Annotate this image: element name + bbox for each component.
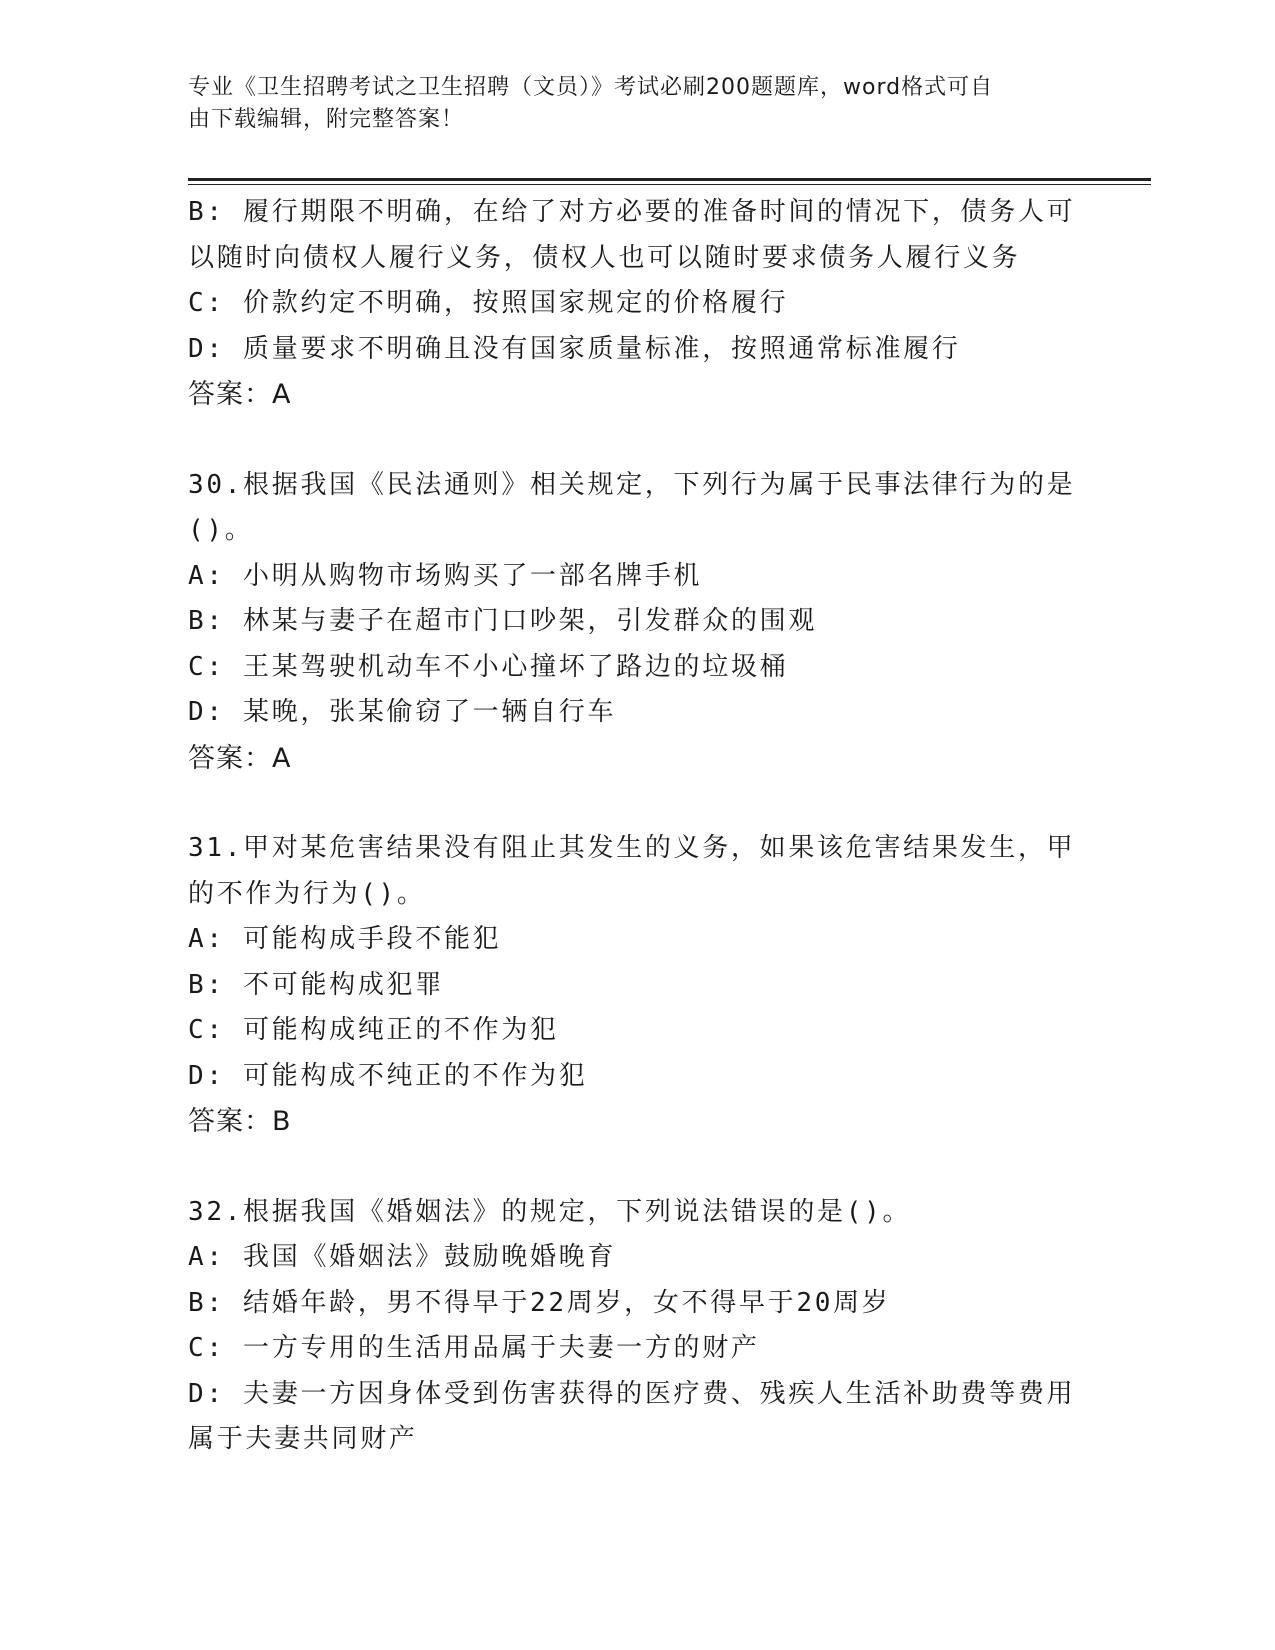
option-b-line-1: B: 履行期限不明确，在给了对方必要的准备时间的情况下，债务人可 — [188, 197, 1076, 227]
option-a: A: 我国《婚姻法》鼓励晚婚晚育 — [188, 1242, 617, 1272]
question-block-32 — [188, 1190, 1088, 1463]
option-a: A: 小明从购物市场购买了一部名牌手机 — [188, 560, 703, 591]
question-block-29 — [188, 190, 1088, 418]
option-b: B: 不可能构成犯罪 — [188, 969, 444, 1000]
option-b: B: 林某与妻子在超市门口吵架，引发群众的围观 — [188, 606, 818, 636]
document-header — [188, 72, 1088, 136]
question-content — [188, 190, 1088, 1463]
option-b: B: 结婚年龄，男不得早于22周岁，女不得早于20周岁 — [188, 1287, 891, 1318]
question-block-30 — [188, 463, 1088, 782]
option-d: D: 可能构成不纯正的不作为犯 — [188, 1060, 588, 1091]
option-c: C: 可能构成纯正的不作为犯 — [188, 1015, 559, 1045]
spacer — [188, 418, 1088, 463]
question-stem-line-1: 30.根据我国《民法通则》相关规定，下列行为属于民事法律行为的是 — [188, 469, 1076, 500]
option-d: D: 某晚，张某偷窃了一辆自行车 — [188, 697, 617, 727]
question-stem-line-2: 的不作为行为()。 — [188, 878, 426, 909]
question-stem-line-2: ()。 — [188, 515, 254, 545]
spacer — [188, 1145, 1088, 1190]
header-line-1: 专业《卫生招聘考试之卫生招聘（文员）》考试必刷200题题库，word格式可自 — [188, 75, 994, 100]
option-c: C: 王某驾驶机动车不小心撞坏了路边的垃圾桶 — [188, 651, 789, 682]
option-c: C: 价款约定不明确，按照国家规定的价格履行 — [188, 288, 789, 318]
question-block-31 — [188, 826, 1088, 1145]
answer-label: 答案：A — [188, 379, 292, 410]
option-d-line-2: 属于夫妻共同财产 — [188, 1424, 418, 1454]
option-c: C: 一方专用的生活用品属于夫妻一方的财产 — [188, 1333, 760, 1363]
answer-label: 答案：A — [188, 742, 292, 774]
question-stem-line-1: 31.甲对某危害结果没有阻止其发生的义务，如果该危害结果发生，甲 — [188, 833, 1076, 863]
answer-label: 答案：B — [188, 1106, 292, 1137]
option-a: A: 可能构成手段不能犯 — [188, 924, 502, 954]
option-d: D: 质量要求不明确且没有国家质量标准，按照通常标准履行 — [188, 333, 961, 364]
header-rule-thick — [188, 178, 1151, 181]
spacer — [188, 781, 1088, 826]
header-line-2: 由下载编辑，附完整答案！ — [188, 107, 465, 132]
question-stem: 32.根据我国《婚姻法》的规定，下列说法错误的是()。 — [188, 1196, 912, 1227]
option-b-line-2: 以随时向债权人履行义务，债权人也可以随时要求债务人履行义务 — [188, 242, 1021, 273]
option-d-line-1: D: 夫妻一方因身体受到伤害获得的医疗费、残疾人生活补助费等费用 — [188, 1378, 1076, 1409]
header-rule-thin — [188, 184, 1151, 185]
